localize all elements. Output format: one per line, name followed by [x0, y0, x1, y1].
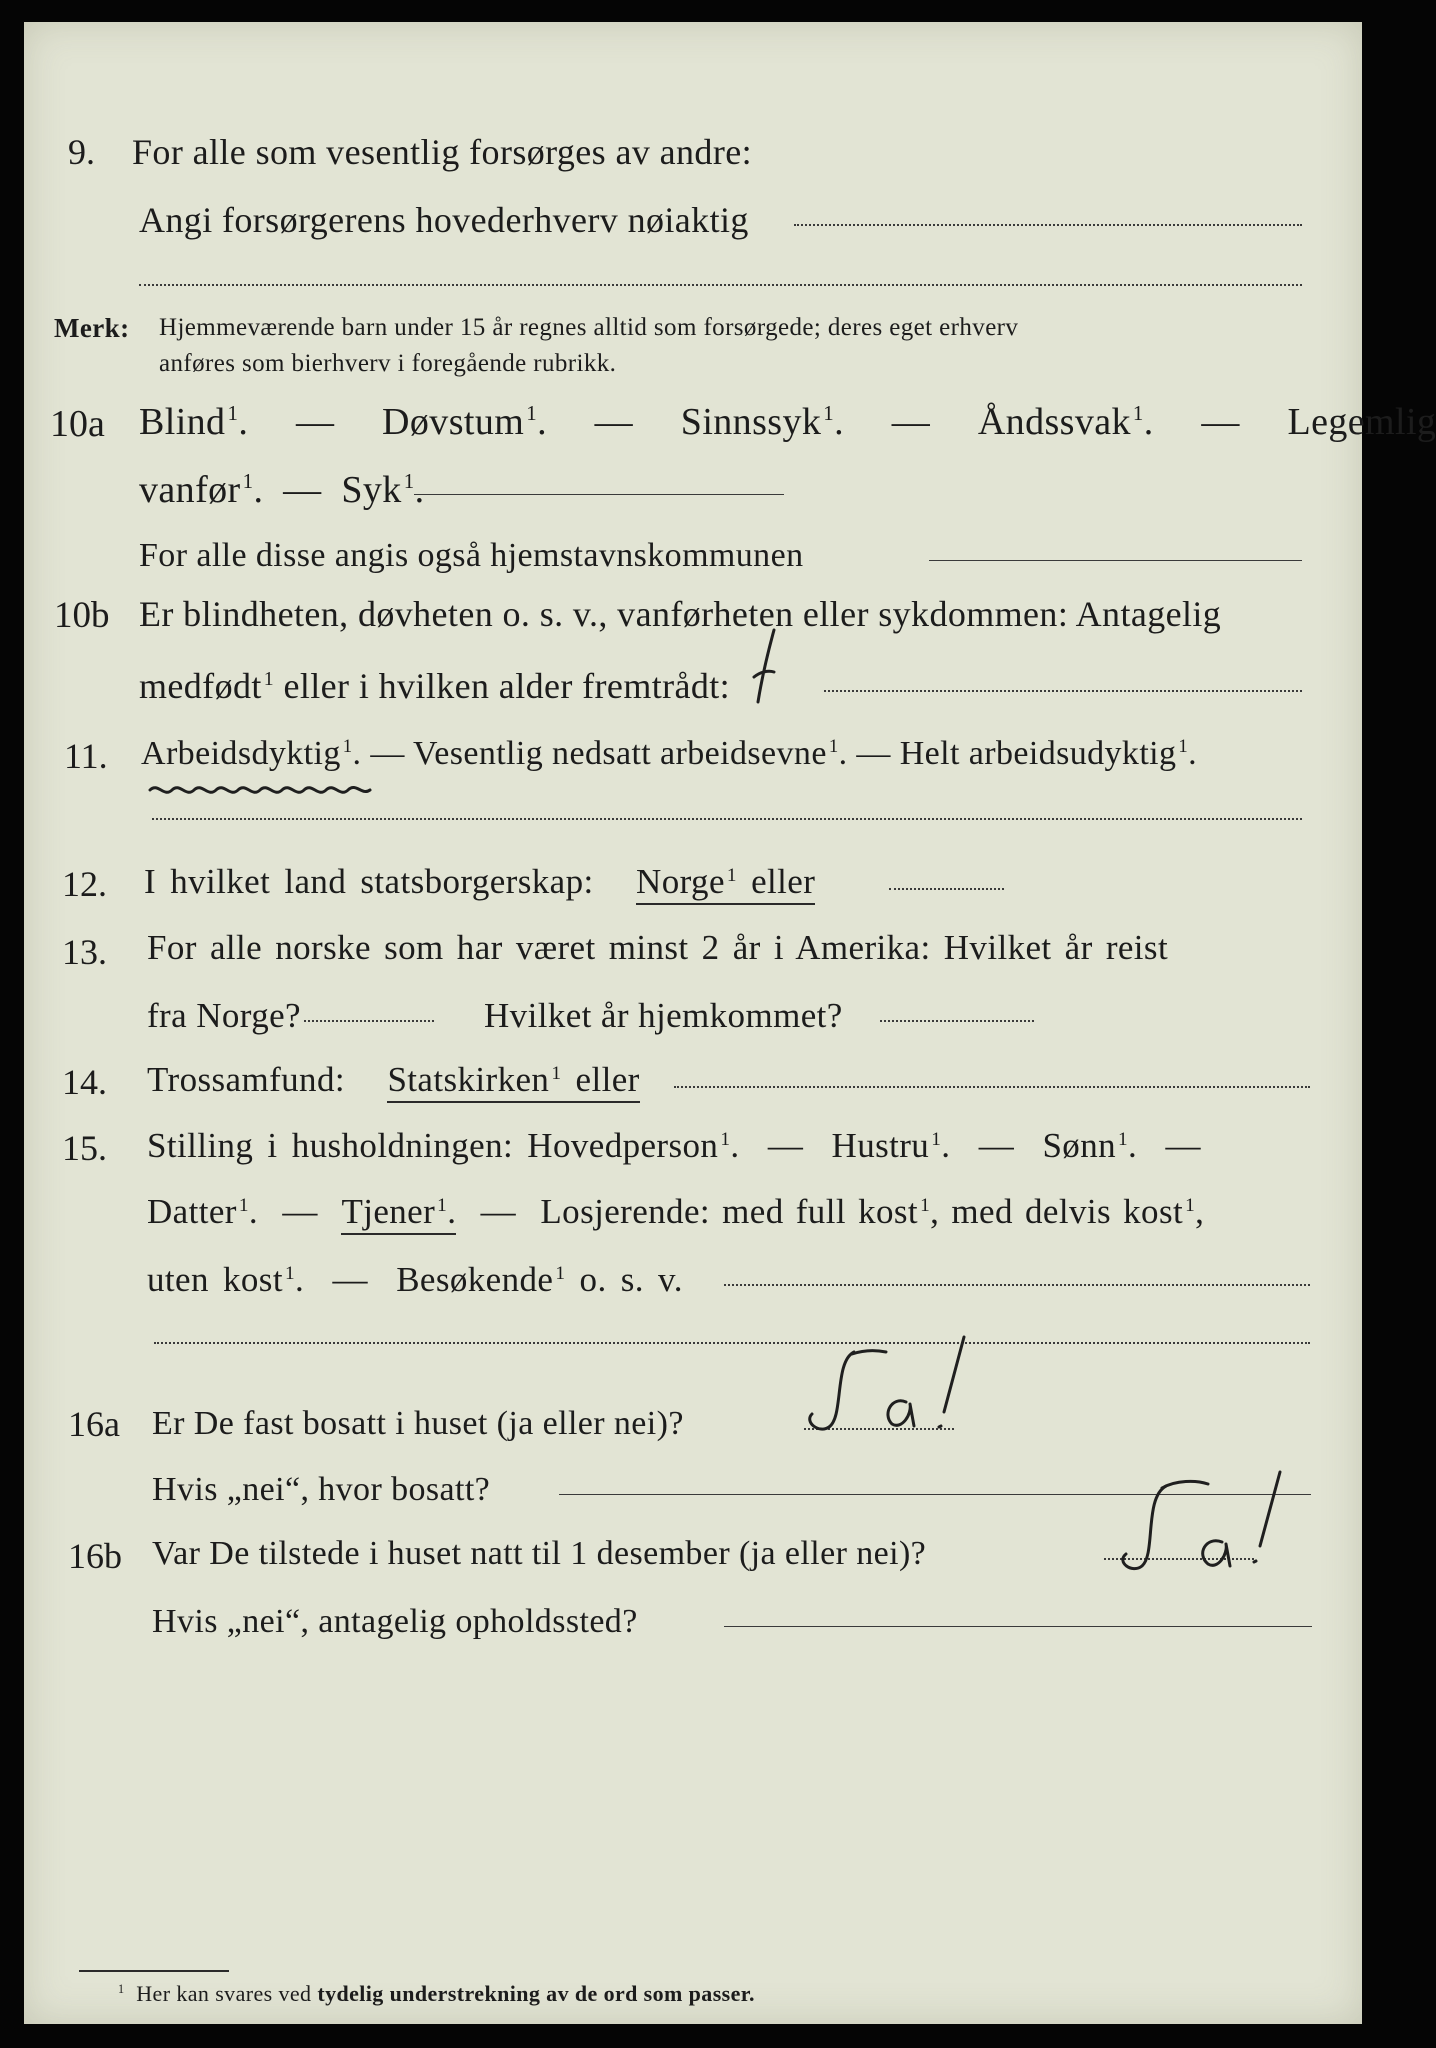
- q12-number: 12.: [62, 864, 107, 904]
- period: .: [352, 735, 362, 772]
- q16b-number: 16b: [68, 1536, 122, 1576]
- period: .: [238, 401, 249, 443]
- q14-answer-line[interactable]: [674, 1086, 1310, 1088]
- option-medfodt[interactable]: medfødt: [139, 666, 262, 706]
- merk-text-2: anføres som bierhverv i foregående rubrikk.: [159, 350, 617, 377]
- dash: —: [282, 1192, 318, 1231]
- footnote-text-a: Her kan svares ved: [136, 1981, 318, 2006]
- q15-text-1: [147, 1124, 1201, 1168]
- q13-left-norway-label: fra Norge?: [147, 996, 301, 1035]
- q13-left-norway-line[interactable]: [304, 1020, 434, 1022]
- option-losjerende-full-kost[interactable]: Losjerende: med full kost: [540, 1192, 919, 1231]
- footnote-ref: 1: [238, 1194, 249, 1216]
- q15-answer-line-1[interactable]: [724, 1284, 1310, 1286]
- option-legemlig[interactable]: Legemlig: [1287, 401, 1436, 443]
- option-hustru[interactable]: Hustru: [831, 1126, 930, 1165]
- period: .: [414, 469, 425, 511]
- footnote-ref: 1: [242, 469, 254, 494]
- dash: —: [978, 1126, 1015, 1165]
- option-sonn[interactable]: Sønn: [1042, 1126, 1117, 1165]
- dash: —: [891, 401, 931, 443]
- q16b-location-line[interactable]: [724, 1626, 1312, 1627]
- period: .: [1188, 735, 1198, 772]
- q10b-text-2: [139, 664, 730, 708]
- q9-text: For alle som vesentlig forsørges av andre:: [132, 132, 752, 172]
- dash: —: [370, 735, 405, 772]
- eller: eller: [736, 862, 816, 901]
- option-hovedperson[interactable]: Stilling i husholdningen: Hovedperson: [147, 1126, 719, 1165]
- footnote-ref: 1: [1185, 1194, 1196, 1216]
- q14-label: Trossamfund:: [147, 1060, 345, 1099]
- q13-number: 13.: [62, 932, 107, 972]
- q13-returned-line[interactable]: [880, 1020, 1034, 1022]
- period: .: [1143, 401, 1154, 443]
- footnote-ref: 1: [931, 1128, 942, 1150]
- handwritten-mark-10b: [724, 622, 804, 712]
- option-blind[interactable]: Blind: [139, 401, 226, 443]
- q12-answer-line[interactable]: [889, 888, 1004, 890]
- footnote-text-b: tydelig understrekning av de ord som passer.: [317, 1981, 755, 2006]
- dash: —: [594, 401, 634, 443]
- option-statskirken[interactable]: [387, 1060, 639, 1103]
- option-tjener[interactable]: [341, 1192, 456, 1235]
- q9-answer-line-2[interactable]: [139, 284, 1302, 286]
- q13-returned-label: Hvilket år hjemkommet?: [484, 996, 843, 1035]
- footnote-ref: 1: [526, 401, 538, 426]
- option-dovstum[interactable]: Døvstum: [382, 401, 525, 443]
- q16a-text-1: Er De fast bosatt i huset (ja eller nei)?: [152, 1405, 684, 1442]
- osv: o. s. v.: [565, 1260, 683, 1299]
- q11-options: [141, 732, 1197, 776]
- q13-text-1: For alle norske som har været minst 2 år i Amerika: Hvilket år reist: [147, 928, 1169, 967]
- period: .: [248, 1192, 259, 1231]
- q10a-options-line-2: [139, 468, 424, 512]
- footnote-rule: [79, 1970, 229, 1972]
- option-sinnssyk[interactable]: Sinnssyk: [680, 401, 822, 443]
- footnote-ref: 1: [828, 735, 839, 757]
- merk-label: Merk:: [54, 313, 130, 343]
- option-andssvak[interactable]: Åndssvak: [977, 401, 1131, 443]
- option-vesentlig-nedsatt[interactable]: Vesentlig nedsatt arbeidsevne: [413, 735, 827, 772]
- q10a-home-municipality-label: For alle disse angis også hjemstavnskommunen: [139, 537, 804, 574]
- q16a-number: 16a: [68, 1404, 120, 1444]
- footnote-ref: 1: [726, 864, 737, 886]
- dash: —: [856, 735, 891, 772]
- footnote-ref: 1: [720, 1128, 731, 1150]
- footnote-ref: 1: [227, 401, 239, 426]
- q14-text: [147, 1058, 640, 1102]
- period: .: [1128, 1126, 1138, 1165]
- period: .: [838, 735, 848, 772]
- option-arbeidsdyktig[interactable]: Arbeidsdyktig: [141, 735, 341, 772]
- q11-answer-line[interactable]: [152, 818, 1302, 820]
- q12-label: I hvilket land statsborgerskap:: [144, 862, 594, 901]
- dash: —: [283, 469, 322, 511]
- dash: —: [480, 1192, 517, 1231]
- q15-text-3: [147, 1258, 683, 1302]
- q15-text-2: Datter $^1$. — Tjener $^1$. — Losjerende: med full kost $^1$, med delvis kost $^1$,: [147, 1190, 1204, 1234]
- q12-text: [144, 860, 815, 904]
- q10b-age-label: eller i hvilken alder fremtrådt:: [274, 666, 731, 706]
- footnote-ref: 1: [263, 668, 275, 691]
- handwritten-wavy-underline-arbeidsdyktig: [148, 780, 378, 802]
- option-norge-label: Norge: [636, 862, 725, 901]
- handwritten-answer-16b: [1104, 1462, 1324, 1582]
- dash: —: [1201, 401, 1240, 443]
- dash: —: [332, 1260, 368, 1299]
- footnote-ref: 1: [1132, 401, 1144, 426]
- option-besokende[interactable]: Besøkende: [396, 1260, 554, 1299]
- footnote-ref: 1: [551, 1062, 562, 1084]
- footnote-ref: 1: [403, 469, 415, 494]
- q14-number: 14.: [62, 1062, 107, 1102]
- dash: —: [295, 401, 335, 443]
- period: .: [537, 401, 547, 443]
- q9-provider-occupation-label: Angi forsørgerens hovederhverv nøiaktig: [139, 200, 749, 240]
- q10b-answer-line[interactable]: [824, 690, 1302, 692]
- footnote-ref: 1: [555, 1262, 566, 1284]
- q15-number: 15.: [62, 1128, 107, 1168]
- q10a-options-line-1: [139, 400, 1436, 444]
- q10b-number: 10b: [54, 595, 110, 636]
- footnote-ref: 1: [920, 1194, 931, 1216]
- q10a-number: 10a: [50, 403, 105, 445]
- census-form-page: [24, 22, 1436, 2024]
- footnote: [116, 1978, 755, 2010]
- period: .: [941, 1126, 951, 1165]
- dash: —: [767, 1126, 804, 1165]
- q16a-text-2: Hvis „nei“, hvor bosatt?: [152, 1471, 491, 1508]
- q9-answer-line-1[interactable]: [794, 224, 1302, 226]
- option-statskirken-label: Statskirken: [387, 1060, 550, 1099]
- merk-text-1: Hjemmeværende barn under 15 år regnes alltid som forsørgede; deres eget erhverv: [159, 314, 1019, 341]
- footnote-ref: 1: [1118, 1128, 1129, 1150]
- period: .: [253, 469, 264, 511]
- q10b-text-1: Er blindheten, døvheten o. s. v., vanførheten eller sykdommen: Antagelig: [139, 594, 1222, 634]
- q10a-home-municipality-line[interactable]: [929, 560, 1302, 561]
- period: .: [834, 401, 845, 443]
- q16b-text-1: Var De tilstede i huset natt til 1 desember (ja eller nei)?: [152, 1535, 927, 1572]
- option-uten-kost[interactable]: uten kost: [147, 1260, 283, 1299]
- option-helt-arbeidsudyktig[interactable]: Helt arbeidsudyktig: [899, 735, 1177, 772]
- dash: —: [1165, 1126, 1201, 1165]
- q9-number: 9.: [68, 132, 95, 172]
- option-datter[interactable]: Datter: [147, 1192, 237, 1231]
- option-norge[interactable]: [636, 862, 815, 905]
- footnote-ref: 1: [342, 735, 353, 757]
- footnote-ref: 1: [284, 1262, 295, 1284]
- footnote-mark: 1: [118, 1982, 125, 1997]
- option-vanfor[interactable]: vanfør: [139, 469, 241, 511]
- eller: eller: [561, 1060, 640, 1099]
- q15-answer-line-2[interactable]: [154, 1342, 1310, 1344]
- period: .: [295, 1260, 305, 1299]
- option-delvis-kost[interactable]: , med delvis kost: [930, 1192, 1184, 1231]
- option-tjener-label: Tjener: [341, 1192, 436, 1231]
- option-syk[interactable]: Syk: [341, 469, 402, 511]
- period: .: [447, 1192, 457, 1231]
- handwritten-answer-16a: [794, 1322, 994, 1442]
- period: .: [730, 1126, 740, 1165]
- footnote-ref: 1: [823, 401, 835, 426]
- q10a-answer-line[interactable]: [414, 494, 784, 495]
- q16b-text-2: Hvis „nei“, antagelig opholdssted?: [152, 1603, 638, 1640]
- q11-number: 11.: [64, 736, 108, 776]
- footnote-ref: 1: [1178, 735, 1189, 757]
- footnote-ref: 1: [437, 1194, 448, 1216]
